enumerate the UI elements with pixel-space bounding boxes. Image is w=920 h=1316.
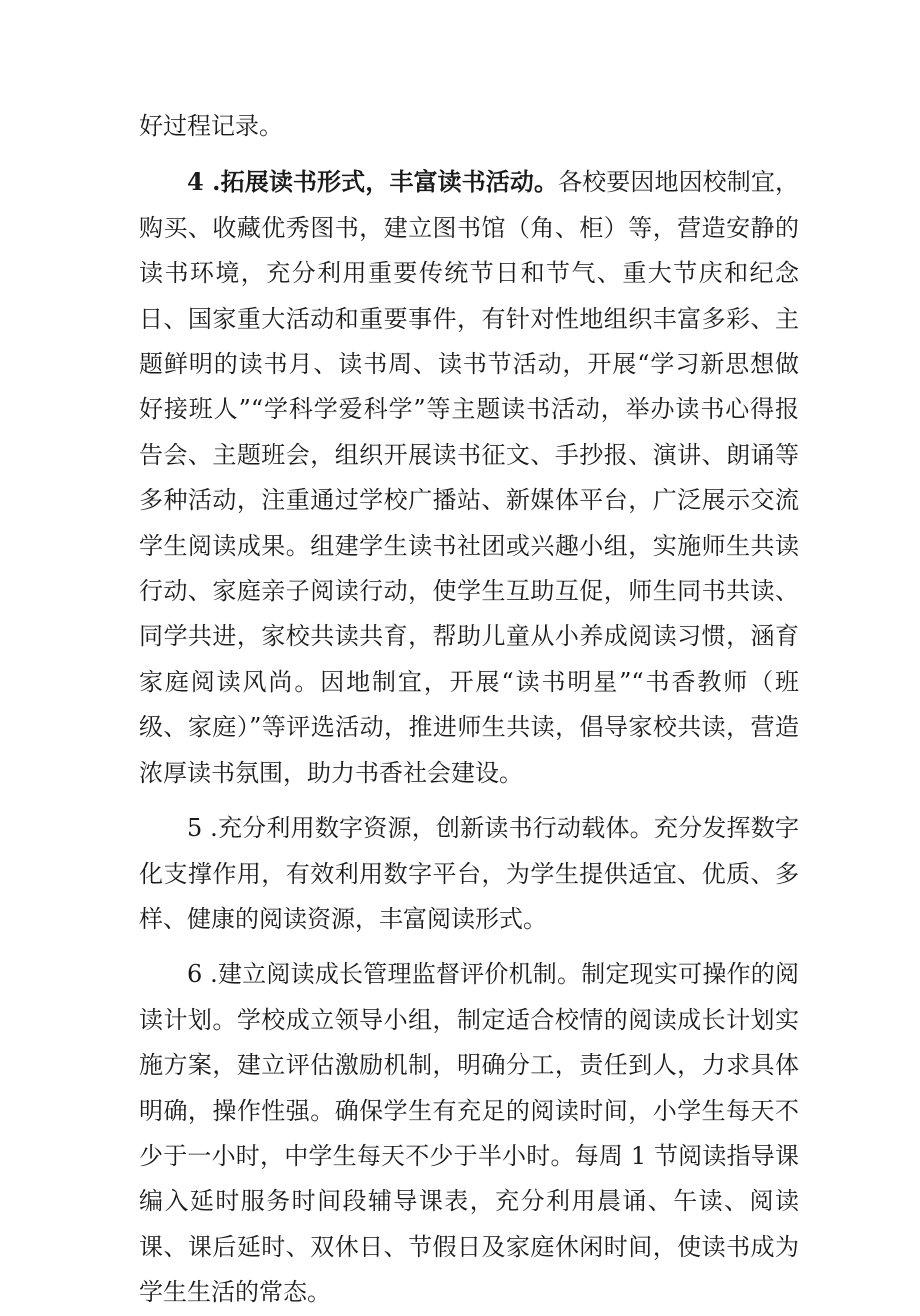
paragraph-continued <box>139 104 799 149</box>
paragraph-lead-heading: 4 .拓展读书形式，丰富读书活动。 <box>187 167 559 197</box>
paragraph-text: 6 .建立阅读成长管理监督评价机制。制定现实可操作的阅读计划。学校成立领导小组，制定适合校情的阅读成长计划实施方案，建立评估激励机制，明确分工，责任到人，力求具体明确，操作性强。确保学生有充足的阅读时间，小学生每天不少于一小时，中学生每天不少于半小时。每周 1 节阅读指导课编入延时服务时间段辅导课表，充分利用晨诵、午读、阅读课、课后延时、双休日、节假日及家庭休闲时间，使读书成为学生生活的常态。 <box>139 960 799 1307</box>
paragraph-item-5 <box>139 806 799 942</box>
document-body <box>139 104 799 1316</box>
paragraph-text: 各校要因地因校制宜，购买、收藏优秀图书，建立图书馆（角、柜）等，营造安静的读书环境，充分利用重要传统节日和节气、重大节庆和纪念日、国家重大活动和重要事件，有针对性地组织丰富多彩、主题鲜明的读书月、读书周、读书节活动，开展“学习新思想做好接班人”“学科学爱科学”等主题读书活动，举办读书心得报告会、主题班会，组织开展读书征文、手抄报、演讲、朗诵等多种活动，注重通过学校广播站、新媒体平台，广泛展示交流学生阅读成果。组建学生读书社团或兴趣小组，实施师生共读行动、家庭亲子阅读行动，使学生互助互促，师生同书共读、同学共进，家校共读共育，帮助儿童从小养成阅读习惯，涵育家庭阅读风尚。因地制宜，开展“读书明星”“书香教师（班级、家庭）”等评选活动，推进师生共读，倡导家校共读，营造浓厚读书氛围，助力书香社会建设。 <box>139 168 799 787</box>
paragraph-text: 好过程记录。 <box>139 112 283 140</box>
paragraph-text: 5 .充分利用数字资源，创新读书行动载体。充分发挥数字化支撑作用，有效利用数字平台，为学生提供适宜、优质、多样、健康的阅读资源，丰富阅读形式。 <box>139 814 799 933</box>
paragraph-item-4 <box>139 159 799 796</box>
paragraph-item-6 <box>139 952 799 1315</box>
